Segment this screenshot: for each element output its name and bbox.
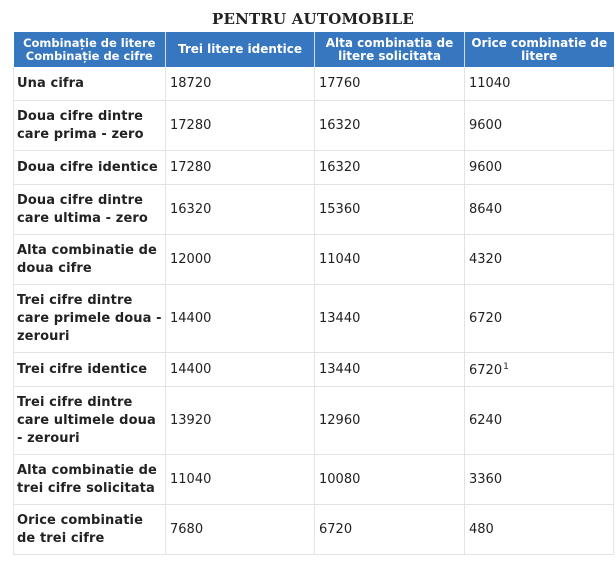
row-label: Alta combinatie de trei cifre solicitata [14,455,166,505]
cell-value: 7680 [166,505,315,555]
cell-value: 6720 [469,362,503,378]
header-combination [14,32,166,67]
header-other-requested-letters: Alta combinatia de litere solicitata [315,32,465,67]
cell-value: 17760 [315,67,465,101]
table-row [14,101,614,151]
cell-value: 15360 [315,185,465,235]
row-label: Trei cifre identice [14,353,166,387]
cell-value: 18720 [166,67,315,101]
table-row [14,455,614,505]
footnote-marker: 1 [503,361,509,372]
row-label: Una cifra [14,67,166,101]
cell-value: 4320 [465,235,614,285]
table-row [14,505,614,555]
table-row [14,285,614,353]
row-label: Doua cifre identice [14,151,166,185]
header-letters-label: Combinație de litere [23,35,156,50]
cell-value: 8640 [465,185,614,235]
table-row [14,353,614,387]
cell-value: 14400 [166,285,315,353]
price-table [13,32,614,555]
cell-value: 17280 [166,151,315,185]
row-label: Doua cifre dintre care ultima - zero [14,185,166,235]
header-digits-label: Combinație de cifre [25,48,153,63]
page-title: PENTRU AUTOMOBILE [211,10,415,28]
cell-value: 480 [465,505,614,555]
cell-value: 13920 [166,387,315,455]
cell-value: 11040 [315,235,465,285]
cell-value: 6720 [315,505,465,555]
row-label: Alta combinatie de doua cifre [14,235,166,285]
table-row [14,67,614,101]
row-label: Trei cifre dintre care ultimele doua - zerouri [14,387,166,455]
cell-value: 17280 [166,101,315,151]
row-label: Orice combinatie de trei cifre [14,505,166,555]
cell-value: 12960 [315,387,465,455]
cell-value: 13440 [315,285,465,353]
row-label: Doua cifre dintre care prima - zero [14,101,166,151]
cell-value: 11040 [465,67,614,101]
table-row [14,185,614,235]
cell-value: 11040 [166,455,315,505]
cell-value: 14400 [166,353,315,387]
cell-value: 6240 [465,387,614,455]
cell-value: 10080 [315,455,465,505]
cell-value: 16320 [315,101,465,151]
table-header-row [14,32,614,67]
cell-value: 16320 [315,151,465,185]
cell-value: 13440 [315,353,465,387]
header-any-letters: Orice combinatie de litere [465,32,614,67]
table-row [14,235,614,285]
table-row [14,387,614,455]
cell-value: 3360 [465,455,614,505]
header-three-identical-letters: Trei litere identice [166,32,315,67]
table-row [14,151,614,185]
cell-value: 9600 [465,151,614,185]
cell-value: 12000 [166,235,315,285]
cell-value-with-footnote [465,353,614,387]
cell-value: 9600 [465,101,614,151]
cell-value: 16320 [166,185,315,235]
row-label: Trei cifre dintre care primele doua - zerouri [14,285,166,353]
cell-value: 6720 [465,285,614,353]
